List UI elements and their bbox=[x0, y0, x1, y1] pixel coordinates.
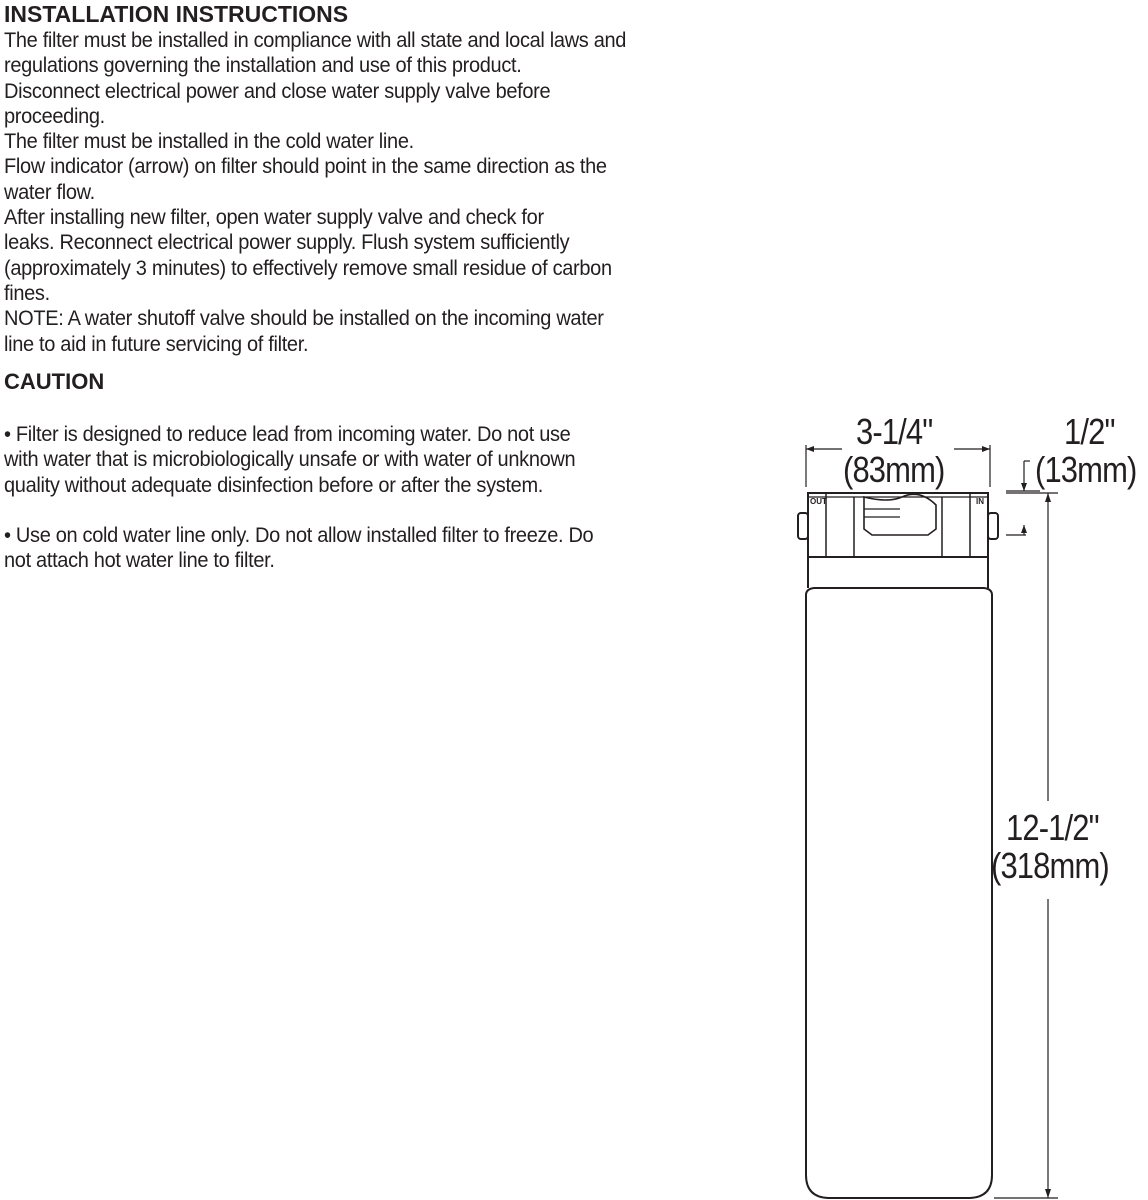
instruction-line: Flow indicator (arrow) on filter should point in the same direction as the bbox=[4, 154, 607, 179]
filter-cartridge-body bbox=[806, 588, 992, 1198]
installation-heading: INSTALLATION INSTRUCTIONS bbox=[4, 1, 349, 27]
inlet-port-label: IN bbox=[976, 497, 984, 506]
instruction-line: line to aid in future servicing of filter. bbox=[4, 331, 309, 356]
inlet-fitting bbox=[988, 513, 998, 539]
height-inches-label: 12-1/2" bbox=[1006, 807, 1099, 848]
instruction-line: The filter must be installed in compliance with all state and local laws and bbox=[4, 28, 627, 52]
caution-line: • Filter is designed to reduce lead from incoming water. Do not use bbox=[4, 422, 571, 446]
instruction-line: NOTE: A water shutoff valve should be installed on the incoming water bbox=[4, 306, 604, 331]
caution-bullet-cold-water bbox=[4, 523, 593, 574]
caution-bullet-lead bbox=[4, 422, 575, 498]
offset-inches-label: 1/2" bbox=[1064, 411, 1115, 452]
instruction-line: Disconnect electrical power and close water supply valve before bbox=[4, 78, 551, 103]
instruction-line: After installing new filter, open water supply valve and check for bbox=[4, 205, 544, 230]
filter-collar bbox=[808, 557, 988, 588]
instruction-line: proceeding. bbox=[4, 103, 105, 128]
caution-line: • Use on cold water line only. Do not allow installed filter to freeze. Do bbox=[4, 523, 594, 547]
installation-instructions-text bbox=[4, 28, 626, 357]
instruction-line: water flow. bbox=[4, 179, 95, 204]
instruction-line: regulations governing the installation and use of this product. bbox=[4, 53, 522, 78]
offset-mm-label: (13mm) bbox=[1035, 449, 1137, 490]
caution-line: quality without adequate disinfection before or after the system. bbox=[4, 472, 544, 497]
instruction-line: leaks. Reconnect electrical power supply. Flush system sufficiently bbox=[4, 230, 570, 255]
instruction-line: fines. bbox=[4, 280, 50, 305]
height-mm-label: (318mm) bbox=[991, 845, 1109, 886]
caution-line: not attach hot water line to filter. bbox=[4, 548, 275, 573]
width-inches-label: 3-1/4" bbox=[856, 411, 933, 452]
valve-knob bbox=[864, 494, 936, 535]
filter-dimension-diagram bbox=[780, 405, 1148, 1200]
filter-head bbox=[808, 493, 988, 557]
filter-drawing bbox=[780, 405, 1148, 1200]
outlet-fitting bbox=[798, 513, 808, 539]
caution-line: with water that is microbiologically unsafe or with water of unknown bbox=[4, 447, 576, 472]
instruction-line: (approximately 3 minutes) to effectively remove small residue of carbon bbox=[4, 255, 612, 280]
width-mm-label: (83mm) bbox=[843, 449, 945, 490]
outlet-port-label: OUT bbox=[810, 497, 827, 506]
caution-heading: CAUTION bbox=[4, 369, 105, 394]
instruction-line: The filter must be installed in the cold water line. bbox=[4, 129, 414, 154]
